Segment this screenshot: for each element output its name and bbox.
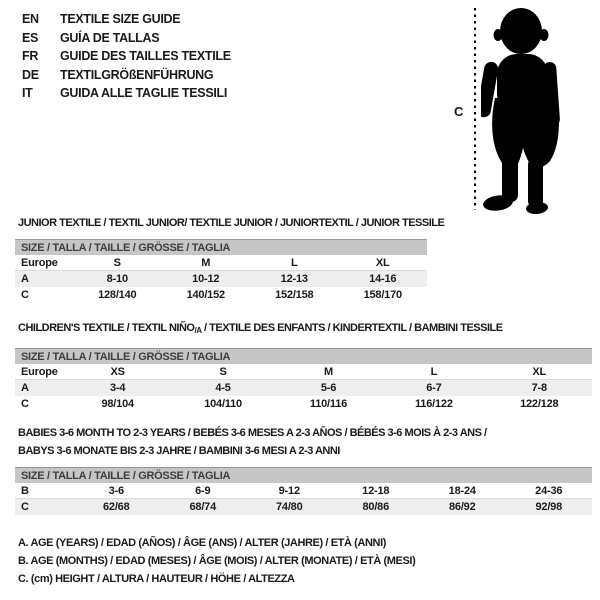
babies-size-table bbox=[15, 467, 592, 515]
height-cell: 116/122 bbox=[414, 398, 453, 410]
height-cell: 122/128 bbox=[520, 398, 559, 410]
junior-size-table bbox=[15, 239, 427, 303]
row-label: A bbox=[21, 382, 29, 394]
row-label: Europe bbox=[21, 256, 58, 269]
language-label: TEXTILE SIZE GUIDE bbox=[60, 12, 181, 27]
baby-silhouette-image bbox=[481, 6, 573, 214]
age-cell: 6-9 bbox=[195, 484, 211, 497]
language-label: GUIDA ALLE TAGLIE TESSILI bbox=[60, 86, 228, 101]
table-row bbox=[15, 396, 592, 412]
language-code: EN bbox=[22, 12, 39, 27]
age-cell: 3-4 bbox=[110, 382, 126, 394]
table-row bbox=[15, 380, 592, 396]
junior-section-title: JUNIOR TEXTILE / TEXTIL JUNIOR/ TEXTILE JUNIOR / JUNIORTEXTIL / JUNIOR TESSILE bbox=[18, 217, 445, 229]
language-label: TEXTILGRÖßENFÜHRUNG bbox=[60, 67, 214, 82]
language-list bbox=[22, 10, 231, 103]
age-cell: 12-13 bbox=[280, 273, 308, 285]
language-label: GUÍA DE TALLAS bbox=[60, 30, 160, 45]
language-code: DE bbox=[22, 67, 39, 82]
children-section-title bbox=[18, 322, 503, 335]
row-label: A bbox=[21, 273, 29, 285]
height-cell: 74/80 bbox=[275, 501, 303, 513]
language-row-de bbox=[22, 66, 231, 85]
language-row-it bbox=[22, 84, 231, 103]
age-cell: 5-6 bbox=[320, 382, 337, 394]
age-cell: 3-6 bbox=[108, 484, 124, 497]
table-row bbox=[15, 364, 592, 380]
language-row-en bbox=[22, 10, 231, 29]
measurement-legend bbox=[18, 534, 415, 588]
age-cell: 8-10 bbox=[106, 273, 128, 285]
row-label: B bbox=[21, 484, 29, 497]
age-cell: 7-8 bbox=[531, 382, 547, 394]
height-cell: 98/104 bbox=[101, 398, 134, 410]
babies-title-line1: BABIES 3-6 MONTH TO 2-3 YEARS / BEBÉS 3-6 MESES A 2-3 AÑOS / BÉBÉS 3-6 MOIS À 2-3 ANS / bbox=[18, 427, 487, 439]
height-cell: 158/170 bbox=[363, 289, 402, 301]
language-label: GUIDE DES TAILLES TEXTILE bbox=[60, 49, 231, 64]
size-cell: L bbox=[430, 365, 438, 378]
babies-size-header-bar: SIZE / TALLA / TAILLE / GRÖSSE / TAGLIA bbox=[15, 467, 592, 483]
age-cell: 24-36 bbox=[535, 484, 563, 497]
babies-section-title bbox=[18, 424, 487, 460]
size-cell: S bbox=[219, 365, 227, 378]
age-cell: 18-24 bbox=[448, 484, 476, 497]
height-cell: 152/158 bbox=[275, 289, 314, 301]
legend-line-a: A. AGE (YEARS) / EDAD (AÑOS) / ÂGE (ANS) / ALTER (JAHRE) / ETÀ (ANNI) bbox=[18, 537, 386, 549]
height-cell: 80/86 bbox=[362, 501, 390, 513]
height-measure-dotted-line bbox=[474, 8, 476, 210]
row-label: C bbox=[21, 289, 29, 301]
children-size-table bbox=[15, 348, 592, 412]
size-cell: M bbox=[201, 256, 211, 269]
junior-size-header-bar: SIZE / TALLA / TAILLE / GRÖSSE / TAGLIA bbox=[15, 239, 427, 255]
height-cell: 86/92 bbox=[448, 501, 476, 513]
height-cell: 110/116 bbox=[309, 398, 348, 410]
babies-title-line2: BABYS 3-6 MONATE BIS 2-3 JAHRE / BAMBINI 3-6 MESI A 2-3 ANNI bbox=[18, 445, 340, 457]
table-row bbox=[15, 271, 427, 287]
table-row bbox=[15, 483, 592, 499]
language-code: ES bbox=[22, 30, 39, 45]
legend-line-b: B. AGE (MONTHS) / EDAD (MESES) / ÂGE (MOIS) / ALTER (MONATE) / ETÀ (MESI) bbox=[18, 555, 416, 567]
table-row bbox=[15, 499, 592, 515]
height-cell: 104/110 bbox=[204, 398, 242, 410]
size-cell: XL bbox=[532, 365, 547, 378]
age-cell: 10-12 bbox=[192, 273, 220, 285]
height-cell: 62/68 bbox=[102, 501, 130, 513]
height-cell: 140/152 bbox=[186, 289, 225, 301]
legend-line-c: C. (cm) HEIGHT / ALTURA / HAUTEUR / HÖHE / ALTEZZA bbox=[18, 573, 295, 585]
age-cell: 4-5 bbox=[215, 382, 231, 394]
children-title-subscript: /A bbox=[194, 326, 202, 335]
row-label: C bbox=[21, 398, 29, 410]
size-cell: M bbox=[323, 365, 333, 378]
age-cell: 14-16 bbox=[369, 273, 397, 285]
language-code: FR bbox=[22, 49, 39, 64]
size-cell: XL bbox=[375, 256, 390, 269]
row-label: Europe bbox=[21, 365, 58, 378]
height-cell: 92/98 bbox=[535, 501, 563, 513]
size-cell: XS bbox=[110, 365, 125, 378]
table-row bbox=[15, 255, 427, 271]
children-title-prefix: CHILDREN'S TEXTILE / TEXTIL NIÑO bbox=[18, 322, 195, 334]
row-label: C bbox=[21, 501, 29, 513]
children-size-header-bar: SIZE / TALLA / TAILLE / GRÖSSE / TAGLIA bbox=[15, 348, 592, 364]
age-cell: 9-12 bbox=[278, 484, 300, 497]
language-code: IT bbox=[22, 86, 33, 101]
size-cell: S bbox=[113, 256, 121, 269]
children-title-suffix: / TEXTILE DES ENFANTS / KINDERTEXTIL / BAMBINI TESSILE bbox=[201, 322, 503, 334]
height-measure-label: C bbox=[454, 104, 464, 119]
language-row-fr bbox=[22, 47, 231, 66]
language-row-es bbox=[22, 29, 231, 48]
age-cell: 12-18 bbox=[362, 484, 390, 497]
size-cell: L bbox=[290, 256, 298, 269]
age-cell: 6-7 bbox=[426, 382, 442, 394]
table-row bbox=[15, 287, 427, 303]
height-cell: 128/140 bbox=[98, 289, 137, 301]
height-cell: 68/74 bbox=[189, 501, 217, 513]
